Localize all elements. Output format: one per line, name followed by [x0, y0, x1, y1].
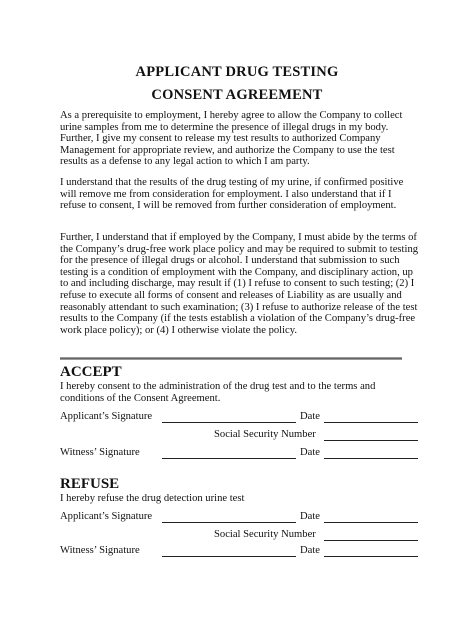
refuse-applicant-signature-line[interactable]: [162, 522, 296, 523]
accept-date-line[interactable]: [324, 422, 418, 423]
document-subtitle: CONSENT AGREEMENT: [151, 87, 323, 103]
paragraph-results: I understand that the results of the drug testing of my urine, if confirmed positive will remove me from consideration for employment. I also understand that if I refuse to consent, I will be removed from further consideration of employment.: [60, 177, 404, 212]
refuse-witness-date-line[interactable]: [324, 556, 418, 557]
refuse-date-label: Date: [300, 511, 320, 522]
refuse-applicant-signature-label: Applicant’s Signature: [60, 511, 153, 522]
accept-witness-signature-label: Witness’ Signature: [60, 447, 140, 458]
document-title: APPLICANT DRUG TESTING: [135, 64, 339, 80]
accept-witness-signature-line[interactable]: [162, 458, 296, 459]
refuse-heading: REFUSE: [60, 476, 120, 492]
accept-date-label: Date: [300, 411, 320, 422]
refuse-witness-signature-line[interactable]: [162, 556, 296, 557]
accept-ssn-line[interactable]: [324, 440, 418, 441]
accept-applicant-signature-row: [60, 411, 420, 425]
accept-ssn-row: [60, 429, 420, 443]
refuse-witness-date-label: Date: [300, 545, 320, 556]
refuse-ssn-line[interactable]: [324, 540, 418, 541]
refuse-date-line[interactable]: [324, 522, 418, 523]
refuse-ssn-row: [60, 529, 420, 543]
accept-applicant-signature-label: Applicant’s Signature: [60, 411, 153, 422]
refuse-ssn-label: Social Security Number: [214, 529, 316, 540]
refuse-witness-signature-label: Witness’ Signature: [60, 545, 140, 556]
refuse-applicant-signature-row: [60, 511, 420, 525]
accept-applicant-signature-line[interactable]: [162, 422, 296, 423]
section-divider: [60, 357, 402, 360]
refuse-statement: I hereby refuse the drug detection urine test: [60, 493, 245, 504]
accept-witness-date-label: Date: [300, 447, 320, 458]
accept-witness-signature-row: [60, 447, 420, 461]
accept-witness-date-line[interactable]: [324, 458, 418, 459]
paragraph-policy: Further, I understand that if employed by the Company, I must abide by the terms of the Company’s drug-free work place policy and may be required to submit to testing for the presence of illegal drugs or alcohol. I understand that submission to such testing is a condition of employment with the Company, and disciplinary action, up to and including discharge, may result if (1) I refuse to consent to such testing; (2) I refuse to execute all forms of consent and releases of Liability as are usually and reasonably attendant to such examination; (3) I refuse to authorize release of the test results to the Company (if the tests establish a violation of the Company’s drug-free work place policy); or (4) I otherwise violate the policy.: [60, 232, 419, 336]
paragraph-prerequisite: As a prerequisite to employment, I hereby agree to allow the Company to collect urine samples from me to determine the presence of illegal drugs in my body. Further, I give my consent to release my test results to authorized Company Management for appropriate review, and authorize the Company to use the test results as a defense to any legal action to which I am party.: [60, 110, 403, 168]
accept-heading: ACCEPT: [60, 364, 122, 380]
accept-statement: I hereby consent to the administration of the drug test and to the terms and conditions of the Consent Agreement.: [60, 381, 376, 404]
accept-ssn-label: Social Security Number: [214, 429, 316, 440]
refuse-witness-signature-row: [60, 545, 420, 559]
